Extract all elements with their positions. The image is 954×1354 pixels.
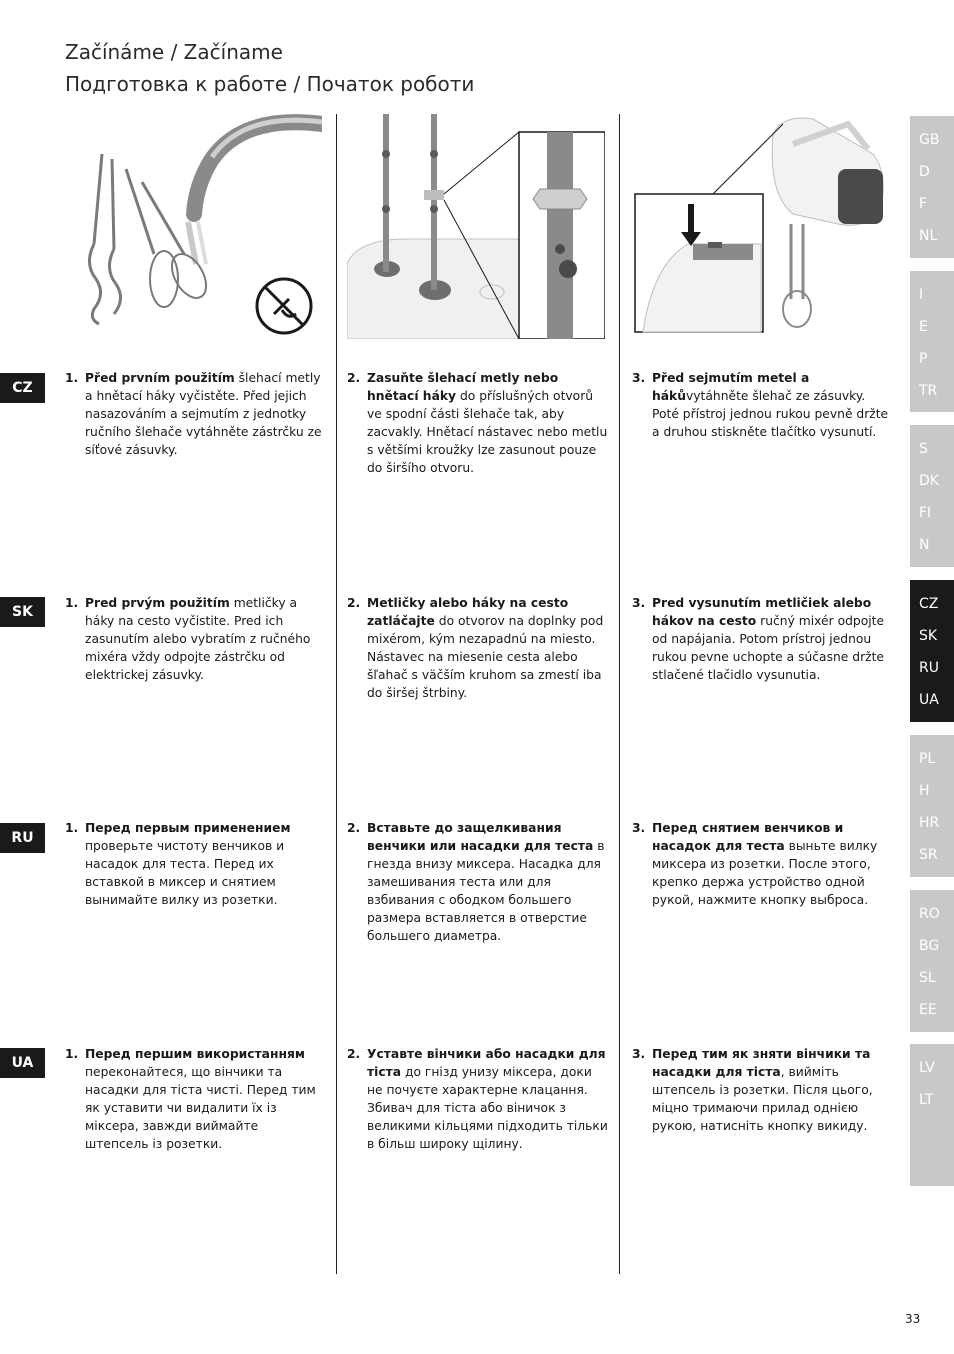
step-number: 2. — [347, 821, 361, 835]
step-text: выньте вилку миксера из розетки. После этого, крепко держа устройство одной рукой, нажмите кнопку выброса. — [652, 839, 878, 907]
step-number: 3. — [632, 821, 646, 835]
beaters-inserted-into-mixer-illustration — [347, 114, 605, 339]
sidebar-lang[interactable]: UA — [919, 692, 939, 708]
step-cz-1 — [65, 369, 323, 459]
sidebar-lang[interactable]: BG — [919, 938, 940, 954]
step-bold: Перед снятием венчиков и насадок для теста — [652, 821, 844, 853]
lang-tag-sk: SK — [0, 597, 45, 627]
step-text: переконайтеся, що вінчики та насадки для тіста чисті. Перед тим як уставити чи видалити їх із міксера, завжди виймайте штепсель із розетки. — [85, 1065, 316, 1151]
step-ru-1 — [65, 819, 323, 909]
lang-tag-ua: UA — [0, 1048, 45, 1078]
sidebar-lang[interactable]: LT — [919, 1092, 934, 1108]
sidebar-lang[interactable]: RU — [919, 660, 939, 676]
sidebar-group-cz-active — [910, 580, 954, 722]
step-text: ručný mixér odpojte od napájania. Potom prístroj jednou rukou pevne uchopte a súčasne držte stlačené tlačidlo vysunutia. — [652, 614, 885, 682]
step-cz-3 — [632, 369, 894, 441]
sidebar-lang[interactable]: I — [919, 287, 924, 303]
page-title: Začínáme / Začíname — [65, 40, 283, 64]
sidebar-lang[interactable]: LV — [919, 1060, 935, 1076]
step-number: 1. — [65, 371, 79, 385]
sidebar-group-gb — [910, 116, 954, 258]
step-bold: Pred prvým použitím — [85, 596, 230, 610]
step-number: 3. — [632, 371, 646, 385]
step-bold: Перед першим використанням — [85, 1047, 305, 1061]
step-ru-3 — [632, 819, 894, 909]
sidebar-lang[interactable]: E — [919, 319, 928, 335]
sidebar-lang[interactable]: GB — [919, 132, 940, 148]
step-bold: Pred vysunutím metličiek alebo hákov na cesto — [652, 596, 872, 628]
sidebar-lang[interactable]: DK — [919, 473, 939, 489]
sidebar-lang[interactable]: N — [919, 537, 930, 553]
step-sk-1 — [65, 594, 323, 684]
step-sk-3 — [632, 594, 894, 684]
lang-tag-cz: CZ — [0, 373, 45, 403]
sidebar-lang[interactable]: RO — [919, 906, 940, 922]
step-ua-1 — [65, 1045, 323, 1153]
sidebar-lang[interactable]: SL — [919, 970, 936, 986]
step-number: 2. — [347, 596, 361, 610]
column-divider — [336, 114, 337, 1274]
step-text: metličky a háky na cesto vyčistite. Pred ich zasunutím alebo vybratím z ručného mixéra vždy odpojte zástrčku od elektrickej zásuvky. — [85, 596, 311, 682]
sidebar-lang[interactable]: EE — [919, 1002, 937, 1018]
step-number: 2. — [347, 1047, 361, 1061]
step-bold: Вставьте до защелкивания венчики или насадки для теста — [367, 821, 594, 853]
sidebar-group-i — [910, 271, 954, 412]
sidebar-lang[interactable]: H — [919, 783, 930, 799]
sidebar-lang[interactable]: NL — [919, 228, 938, 244]
column-divider — [619, 114, 620, 1274]
eject-button-mixer-illustration — [633, 114, 887, 339]
step-text: šlehací metly a hnětací háky vyčistěte. Před jejich nasazováním a sejmutím z jednotky ručního šlehače vytáhněte zástrčku ze síťové zásuvky. — [85, 371, 322, 457]
step-ru-2 — [347, 819, 609, 945]
sidebar-group-lv — [910, 1044, 954, 1186]
step-cz-2 — [347, 369, 609, 477]
step-bold: Zasuňte šlehací metly nebo hnětací háky — [367, 371, 559, 403]
step-number: 1. — [65, 821, 79, 835]
step-text: vytáhněte šlehač ze zásuvky. Poté přístroj jednou rukou pevně držte a druhou stiskněte tlačítko vysunutí. — [652, 389, 889, 439]
step-text: do příslušných otvorů ve spodní části šlehače tak, aby zacvakly. Hnětací nástavec nebo metlu s většími kroužky lze zasunout pouze do širšího otvoru. — [367, 389, 608, 475]
lang-tag-ru: RU — [0, 823, 45, 853]
sidebar-group-pl — [910, 735, 954, 877]
step-bold: Перед тим як зняти вінчики та насадки для тіста — [652, 1047, 871, 1079]
sidebar-lang[interactable]: SK — [919, 628, 938, 644]
sidebar-lang[interactable]: D — [919, 164, 930, 180]
sidebar-lang[interactable]: HR — [919, 815, 940, 831]
step-number: 3. — [632, 596, 646, 610]
page-subtitle: Подготовка к работе / Початок роботи — [65, 72, 475, 96]
step-number: 1. — [65, 1047, 79, 1061]
sidebar-group-s — [910, 425, 954, 567]
step-ua-2 — [347, 1045, 609, 1153]
step-bold: Před sejmutím metel a háků — [652, 371, 810, 403]
step-ua-3 — [632, 1045, 894, 1135]
step-bold: Před prvním použitím — [85, 371, 235, 385]
step-bold: Metličky alebo háky na cesto zatláčajte — [367, 596, 569, 628]
step-number: 3. — [632, 1047, 646, 1061]
sidebar-lang[interactable]: TR — [919, 383, 938, 399]
step-bold: Уставте вінчики або насадки для тіста — [367, 1047, 606, 1079]
step-text: проверьте чистоту венчиков и насадок для теста. Перед их вставкой в миксер и снятием вынимайте вилку из розетки. — [85, 839, 285, 907]
sidebar-lang[interactable]: P — [919, 351, 928, 367]
sidebar-lang[interactable]: F — [919, 196, 928, 212]
sidebar-group-ro — [910, 890, 954, 1032]
step-number: 1. — [65, 596, 79, 610]
step-text: , вийміть штепсель із розетки. Після цього, міцно тримаючи прилад однією рукою, натисніть кнопку викиду. — [652, 1065, 873, 1133]
step-sk-2 — [347, 594, 609, 702]
beaters-under-tap-no-immersion-illustration — [84, 114, 322, 339]
step-number: 2. — [347, 371, 361, 385]
step-bold: Перед первым применением — [85, 821, 291, 835]
sidebar-lang[interactable]: SR — [919, 847, 938, 863]
sidebar-lang[interactable]: PL — [919, 751, 936, 767]
step-text: do otvorov na doplnky pod mixérom, kým nezapadnú na miesto. Nástavec na miesenie cesta alebo šľahač s väčším kruhom sa zmestí iba do širšej štrbiny. — [367, 614, 604, 700]
step-text: в гнезда внизу миксера. Насадка для замешивания теста или для взбивания с ободком большего размера вставляется в отверстие большего диаметра. — [367, 839, 605, 943]
sidebar-lang[interactable]: FI — [919, 505, 932, 521]
sidebar-lang[interactable]: CZ — [919, 596, 939, 612]
sidebar-lang[interactable]: S — [919, 441, 928, 457]
page-number: 33 — [905, 1312, 921, 1326]
step-text: до гнізд унизу міксера, доки не почуєте характерне клацання. Збивач для тіста або віничок з великими кільцями підходить тільки в більш широку щілину. — [367, 1065, 608, 1151]
